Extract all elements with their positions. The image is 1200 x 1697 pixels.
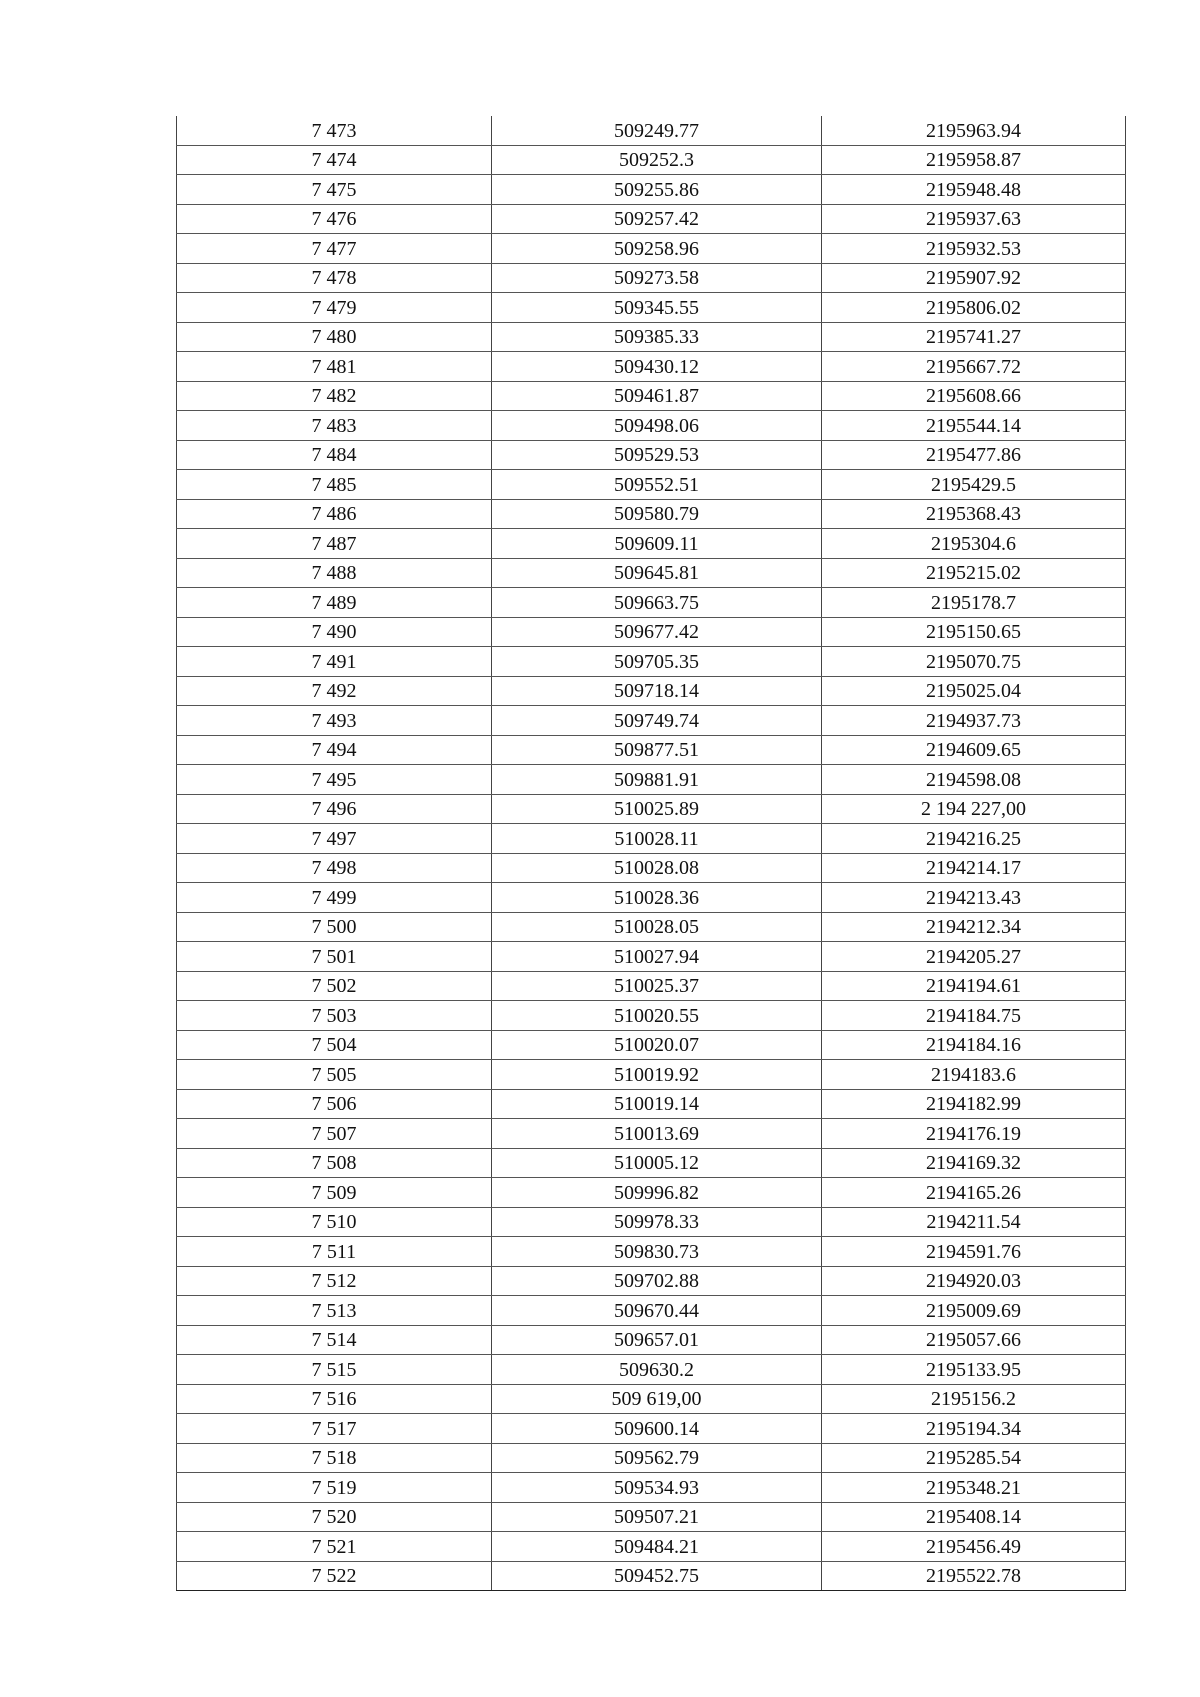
- y-coordinate-cell: 2194184.16: [822, 1030, 1126, 1060]
- y-coordinate-cell: 2195194.34: [822, 1414, 1126, 1444]
- x-coordinate-cell: 509507.21: [492, 1502, 822, 1532]
- x-coordinate-cell: 510005.12: [492, 1148, 822, 1178]
- point-number-cell: 7 480: [177, 322, 492, 352]
- x-coordinate-cell: 509461.87: [492, 381, 822, 411]
- x-coordinate-cell: 509600.14: [492, 1414, 822, 1444]
- y-coordinate-cell: 2194937.73: [822, 706, 1126, 736]
- coordinates-table: [176, 116, 1126, 1591]
- point-number-cell: 7 500: [177, 912, 492, 942]
- point-number-cell: 7 493: [177, 706, 492, 736]
- y-coordinate-cell: 2195304.6: [822, 529, 1126, 559]
- table-row: [177, 1532, 1126, 1562]
- x-coordinate-cell: 510020.55: [492, 1001, 822, 1031]
- y-coordinate-cell: 2195009.69: [822, 1296, 1126, 1326]
- y-coordinate-cell: 2195429.5: [822, 470, 1126, 500]
- y-coordinate-cell: 2195348.21: [822, 1473, 1126, 1503]
- y-coordinate-cell: 2195608.66: [822, 381, 1126, 411]
- table-row: [177, 263, 1126, 293]
- y-coordinate-cell: 2194212.34: [822, 912, 1126, 942]
- y-coordinate-cell: 2194176.19: [822, 1119, 1126, 1149]
- x-coordinate-cell: 509877.51: [492, 735, 822, 765]
- y-coordinate-cell: 2195806.02: [822, 293, 1126, 323]
- table-row: [177, 204, 1126, 234]
- coordinates-table-body: [177, 116, 1126, 1591]
- y-coordinate-cell: 2195907.92: [822, 263, 1126, 293]
- x-coordinate-cell: 509830.73: [492, 1237, 822, 1267]
- point-number-cell: 7 505: [177, 1060, 492, 1090]
- table-row: [177, 1473, 1126, 1503]
- point-number-cell: 7 496: [177, 794, 492, 824]
- point-number-cell: 7 482: [177, 381, 492, 411]
- point-number-cell: 7 491: [177, 647, 492, 677]
- point-number-cell: 7 483: [177, 411, 492, 441]
- x-coordinate-cell: 509580.79: [492, 499, 822, 529]
- point-number-cell: 7 511: [177, 1237, 492, 1267]
- x-coordinate-cell: 509249.77: [492, 116, 822, 145]
- point-number-cell: 7 473: [177, 116, 492, 145]
- y-coordinate-cell: 2195522.78: [822, 1561, 1126, 1591]
- point-number-cell: 7 499: [177, 883, 492, 913]
- y-coordinate-cell: 2195156.2: [822, 1384, 1126, 1414]
- y-coordinate-cell: 2194609.65: [822, 735, 1126, 765]
- x-coordinate-cell: 509663.75: [492, 588, 822, 618]
- y-coordinate-cell: 2195932.53: [822, 234, 1126, 264]
- y-coordinate-cell: 2194194.61: [822, 971, 1126, 1001]
- table-row: [177, 1296, 1126, 1326]
- point-number-cell: 7 486: [177, 499, 492, 529]
- table-row: [177, 116, 1126, 145]
- point-number-cell: 7 490: [177, 617, 492, 647]
- table-row: [177, 1119, 1126, 1149]
- x-coordinate-cell: 510025.37: [492, 971, 822, 1001]
- y-coordinate-cell: 2195070.75: [822, 647, 1126, 677]
- x-coordinate-cell: 510019.14: [492, 1089, 822, 1119]
- y-coordinate-cell: 2195368.43: [822, 499, 1126, 529]
- point-number-cell: 7 487: [177, 529, 492, 559]
- table-row: [177, 322, 1126, 352]
- y-coordinate-cell: 2195456.49: [822, 1532, 1126, 1562]
- point-number-cell: 7 502: [177, 971, 492, 1001]
- y-coordinate-cell: 2194214.17: [822, 853, 1126, 883]
- table-row: [177, 853, 1126, 883]
- x-coordinate-cell: 509257.42: [492, 204, 822, 234]
- table-row: [177, 1060, 1126, 1090]
- table-row: [177, 411, 1126, 441]
- x-coordinate-cell: 509484.21: [492, 1532, 822, 1562]
- x-coordinate-cell: 509670.44: [492, 1296, 822, 1326]
- table-row: [177, 1178, 1126, 1208]
- x-coordinate-cell: 509705.35: [492, 647, 822, 677]
- x-coordinate-cell: 510020.07: [492, 1030, 822, 1060]
- x-coordinate-cell: 509498.06: [492, 411, 822, 441]
- point-number-cell: 7 508: [177, 1148, 492, 1178]
- y-coordinate-cell: 2195958.87: [822, 145, 1126, 175]
- point-number-cell: 7 481: [177, 352, 492, 382]
- table-row: [177, 1001, 1126, 1031]
- point-number-cell: 7 489: [177, 588, 492, 618]
- table-row: [177, 971, 1126, 1001]
- table-row: [177, 1443, 1126, 1473]
- point-number-cell: 7 518: [177, 1443, 492, 1473]
- y-coordinate-cell: 2195948.48: [822, 175, 1126, 205]
- point-number-cell: 7 494: [177, 735, 492, 765]
- y-coordinate-cell: 2195215.02: [822, 558, 1126, 588]
- y-coordinate-cell: 2194169.32: [822, 1148, 1126, 1178]
- x-coordinate-cell: 510028.05: [492, 912, 822, 942]
- x-coordinate-cell: 509881.91: [492, 765, 822, 795]
- x-coordinate-cell: 509273.58: [492, 263, 822, 293]
- table-row: [177, 1237, 1126, 1267]
- table-row: [177, 1561, 1126, 1591]
- point-number-cell: 7 519: [177, 1473, 492, 1503]
- y-coordinate-cell: 2195025.04: [822, 676, 1126, 706]
- table-row: [177, 499, 1126, 529]
- table-row: [177, 824, 1126, 854]
- y-coordinate-cell: 2195667.72: [822, 352, 1126, 382]
- point-number-cell: 7 516: [177, 1384, 492, 1414]
- point-number-cell: 7 498: [177, 853, 492, 883]
- point-number-cell: 7 514: [177, 1325, 492, 1355]
- point-number-cell: 7 479: [177, 293, 492, 323]
- point-number-cell: 7 475: [177, 175, 492, 205]
- point-number-cell: 7 506: [177, 1089, 492, 1119]
- y-coordinate-cell: 2194216.25: [822, 824, 1126, 854]
- x-coordinate-cell: 509978.33: [492, 1207, 822, 1237]
- table-row: [177, 706, 1126, 736]
- x-coordinate-cell: 510028.08: [492, 853, 822, 883]
- point-number-cell: 7 476: [177, 204, 492, 234]
- y-coordinate-cell: 2195285.54: [822, 1443, 1126, 1473]
- table-row: [177, 1325, 1126, 1355]
- x-coordinate-cell: 509534.93: [492, 1473, 822, 1503]
- x-coordinate-cell: 509258.96: [492, 234, 822, 264]
- table-row: [177, 381, 1126, 411]
- x-coordinate-cell: 509677.42: [492, 617, 822, 647]
- table-row: [177, 558, 1126, 588]
- point-number-cell: 7 510: [177, 1207, 492, 1237]
- table-row: [177, 588, 1126, 618]
- x-coordinate-cell: 509385.33: [492, 322, 822, 352]
- point-number-cell: 7 497: [177, 824, 492, 854]
- table-row: [177, 1148, 1126, 1178]
- table-row: [177, 1089, 1126, 1119]
- table-row: [177, 912, 1126, 942]
- y-coordinate-cell: 2195057.66: [822, 1325, 1126, 1355]
- x-coordinate-cell: 509452.75: [492, 1561, 822, 1591]
- point-number-cell: 7 504: [177, 1030, 492, 1060]
- point-number-cell: 7 517: [177, 1414, 492, 1444]
- table-row: [177, 676, 1126, 706]
- table-row: [177, 647, 1126, 677]
- y-coordinate-cell: 2195963.94: [822, 116, 1126, 145]
- point-number-cell: 7 488: [177, 558, 492, 588]
- table-row: [177, 942, 1126, 972]
- point-number-cell: 7 507: [177, 1119, 492, 1149]
- y-coordinate-cell: 2195544.14: [822, 411, 1126, 441]
- x-coordinate-cell: 509749.74: [492, 706, 822, 736]
- y-coordinate-cell: 2194213.43: [822, 883, 1126, 913]
- table-row: [177, 175, 1126, 205]
- y-coordinate-cell: 2194211.54: [822, 1207, 1126, 1237]
- point-number-cell: 7 484: [177, 440, 492, 470]
- x-coordinate-cell: 509345.55: [492, 293, 822, 323]
- table-row: [177, 352, 1126, 382]
- y-coordinate-cell: 2195150.65: [822, 617, 1126, 647]
- point-number-cell: 7 492: [177, 676, 492, 706]
- table-row: [177, 1355, 1126, 1385]
- x-coordinate-cell: 510028.36: [492, 883, 822, 913]
- y-coordinate-cell: 2195741.27: [822, 322, 1126, 352]
- table-row: [177, 1502, 1126, 1532]
- y-coordinate-cell: 2194184.75: [822, 1001, 1126, 1031]
- x-coordinate-cell: 510027.94: [492, 942, 822, 972]
- point-number-cell: 7 515: [177, 1355, 492, 1385]
- table-row: [177, 1030, 1126, 1060]
- x-coordinate-cell: 509 619,00: [492, 1384, 822, 1414]
- point-number-cell: 7 520: [177, 1502, 492, 1532]
- point-number-cell: 7 521: [177, 1532, 492, 1562]
- y-coordinate-cell: 2195937.63: [822, 204, 1126, 234]
- x-coordinate-cell: 509702.88: [492, 1266, 822, 1296]
- table-row: [177, 293, 1126, 323]
- x-coordinate-cell: 509430.12: [492, 352, 822, 382]
- x-coordinate-cell: 509645.81: [492, 558, 822, 588]
- x-coordinate-cell: 510019.92: [492, 1060, 822, 1090]
- x-coordinate-cell: 509609.11: [492, 529, 822, 559]
- y-coordinate-cell: 2195477.86: [822, 440, 1126, 470]
- point-number-cell: 7 474: [177, 145, 492, 175]
- y-coordinate-cell: 2195133.95: [822, 1355, 1126, 1385]
- x-coordinate-cell: 509252.3: [492, 145, 822, 175]
- y-coordinate-cell: 2194182.99: [822, 1089, 1126, 1119]
- x-coordinate-cell: 509552.51: [492, 470, 822, 500]
- point-number-cell: 7 503: [177, 1001, 492, 1031]
- table-row: [177, 470, 1126, 500]
- point-number-cell: 7 501: [177, 942, 492, 972]
- point-number-cell: 7 522: [177, 1561, 492, 1591]
- point-number-cell: 7 513: [177, 1296, 492, 1326]
- table-row: [177, 1207, 1126, 1237]
- table-row: [177, 234, 1126, 264]
- y-coordinate-cell: 2195178.7: [822, 588, 1126, 618]
- y-coordinate-cell: 2195408.14: [822, 1502, 1126, 1532]
- point-number-cell: 7 478: [177, 263, 492, 293]
- table-row: [177, 735, 1126, 765]
- point-number-cell: 7 509: [177, 1178, 492, 1208]
- table-row: [177, 617, 1126, 647]
- x-coordinate-cell: 510028.11: [492, 824, 822, 854]
- y-coordinate-cell: 2194205.27: [822, 942, 1126, 972]
- table-row: [177, 529, 1126, 559]
- y-coordinate-cell: 2194598.08: [822, 765, 1126, 795]
- y-coordinate-cell: 2194183.6: [822, 1060, 1126, 1090]
- y-coordinate-cell: 2194920.03: [822, 1266, 1126, 1296]
- x-coordinate-cell: 509996.82: [492, 1178, 822, 1208]
- x-coordinate-cell: 509657.01: [492, 1325, 822, 1355]
- x-coordinate-cell: 510013.69: [492, 1119, 822, 1149]
- table-row: [177, 1384, 1126, 1414]
- x-coordinate-cell: 509718.14: [492, 676, 822, 706]
- y-coordinate-cell: 2194591.76: [822, 1237, 1126, 1267]
- table-row: [177, 765, 1126, 795]
- table-row: [177, 1414, 1126, 1444]
- x-coordinate-cell: 509529.53: [492, 440, 822, 470]
- x-coordinate-cell: 509630.2: [492, 1355, 822, 1385]
- x-coordinate-cell: 510025.89: [492, 794, 822, 824]
- table-row: [177, 145, 1126, 175]
- table-row: [177, 440, 1126, 470]
- point-number-cell: 7 477: [177, 234, 492, 264]
- table-row: [177, 883, 1126, 913]
- point-number-cell: 7 495: [177, 765, 492, 795]
- point-number-cell: 7 485: [177, 470, 492, 500]
- y-coordinate-cell: 2194165.26: [822, 1178, 1126, 1208]
- y-coordinate-cell: 2 194 227,00: [822, 794, 1126, 824]
- point-number-cell: 7 512: [177, 1266, 492, 1296]
- table-row: [177, 794, 1126, 824]
- table-row: [177, 1266, 1126, 1296]
- x-coordinate-cell: 509562.79: [492, 1443, 822, 1473]
- x-coordinate-cell: 509255.86: [492, 175, 822, 205]
